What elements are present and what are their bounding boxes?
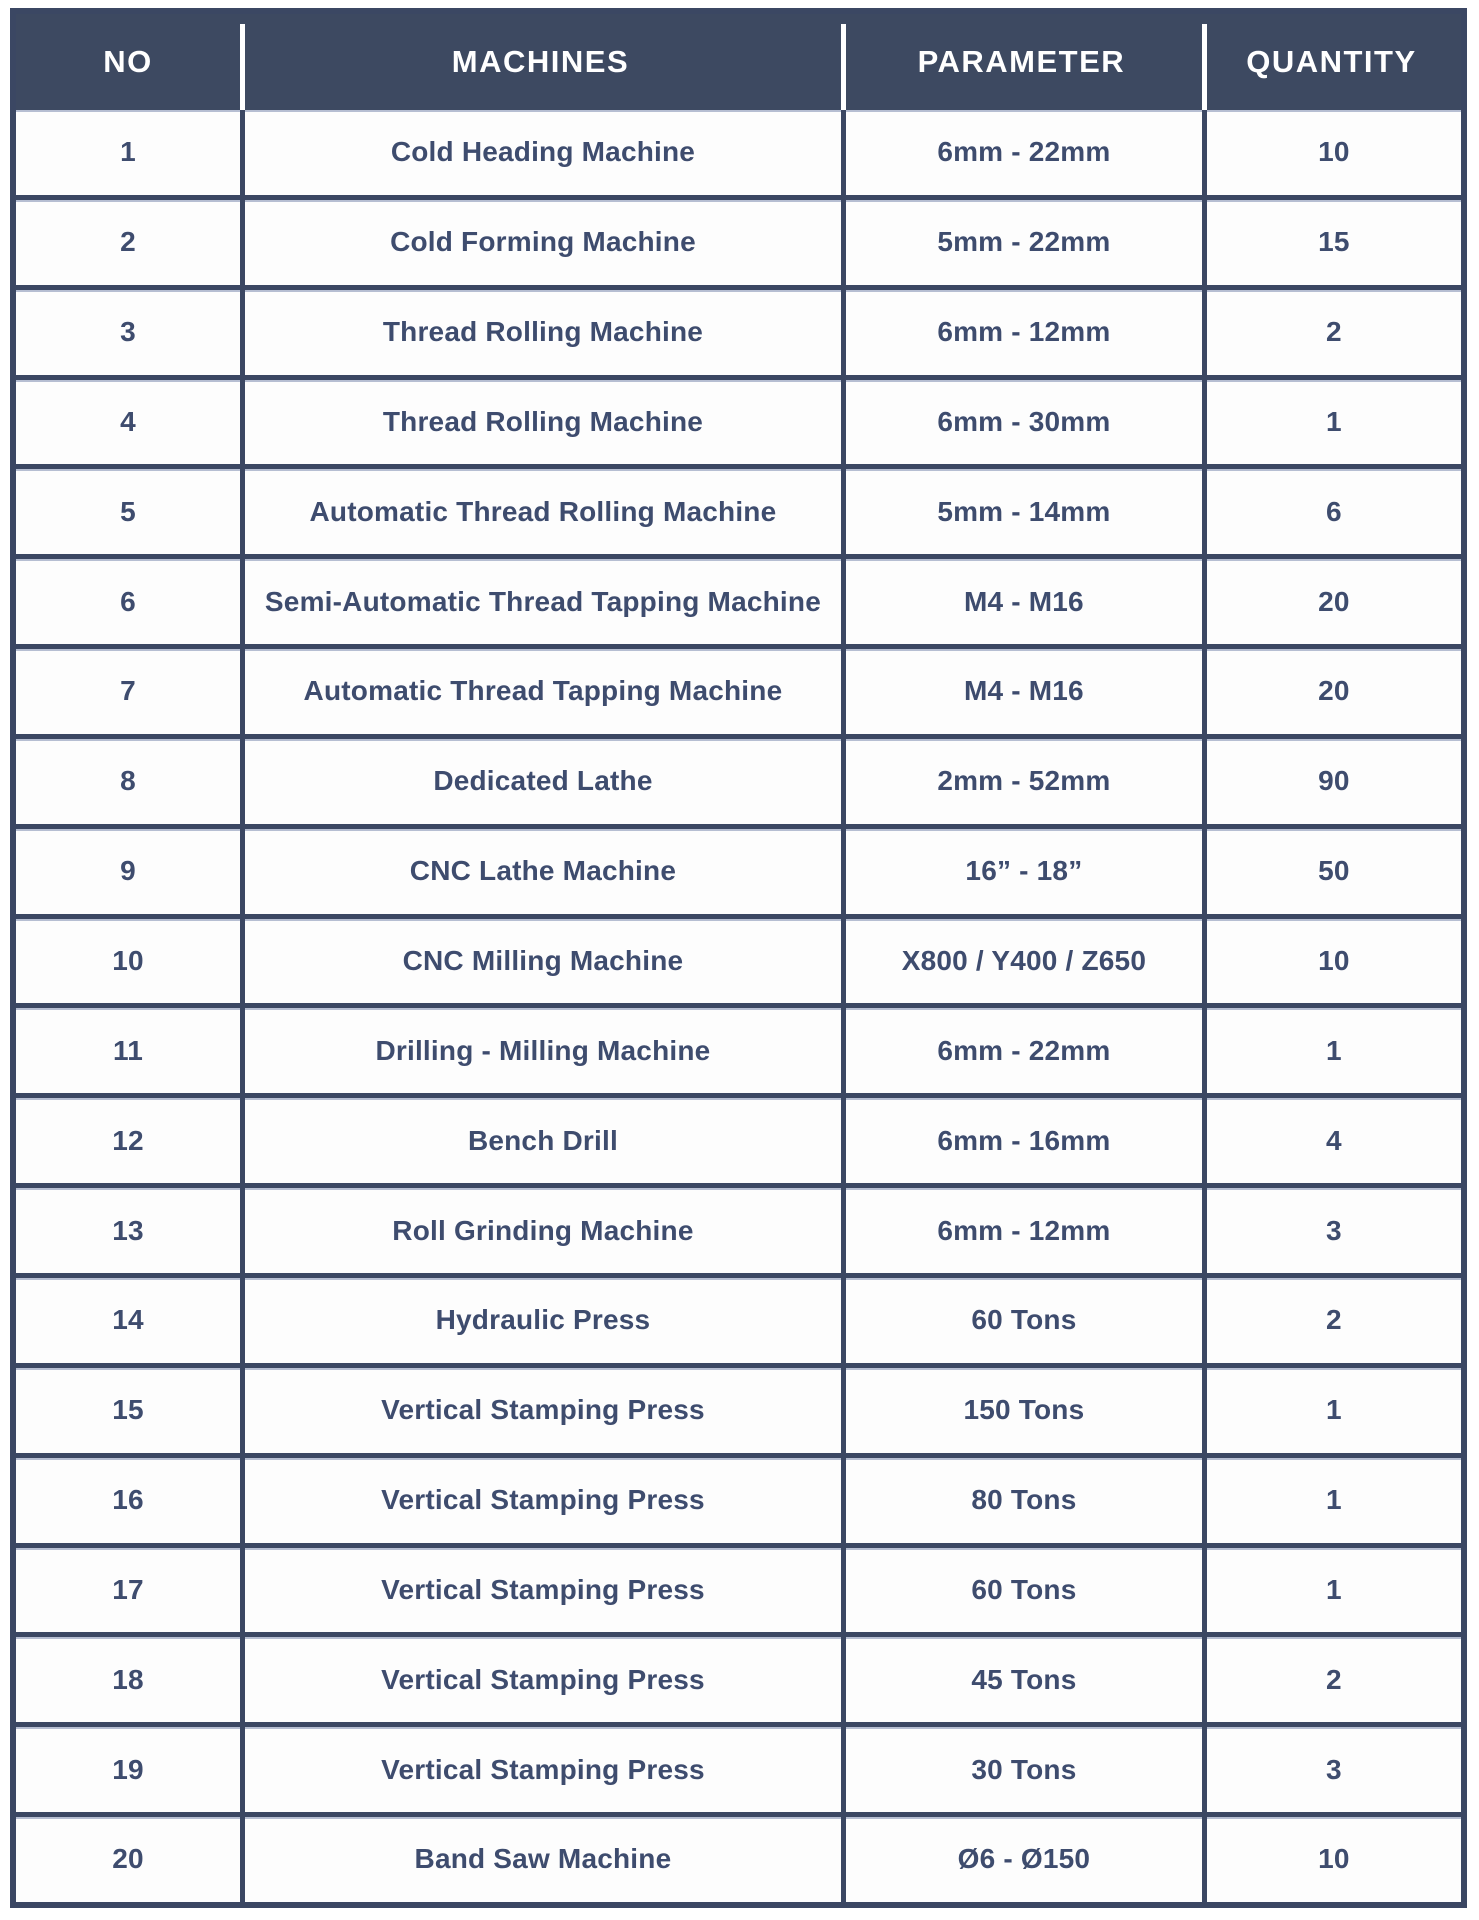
cell-parameter: 6mm - 30mm: [841, 380, 1202, 465]
cell-parameter: 150 Tons: [841, 1368, 1202, 1453]
cell-parameter: 6mm - 16mm: [841, 1098, 1202, 1183]
cell-machine: Vertical Stamping Press: [240, 1368, 841, 1453]
cell-parameter: 5mm - 14mm: [841, 469, 1202, 554]
column-header-machines: MACHINES: [240, 14, 841, 110]
cell-machine: Vertical Stamping Press: [240, 1548, 841, 1633]
table-row: [16, 1003, 1461, 1093]
table-row: [16, 1453, 1461, 1543]
cell-machine: CNC Milling Machine: [240, 919, 841, 1004]
cell-machine: Band Saw Machine: [240, 1817, 841, 1902]
cell-no: 8: [120, 765, 136, 797]
cell-quantity: 4: [1202, 1098, 1461, 1183]
cell-parameter: Ø6 - Ø150: [841, 1817, 1202, 1902]
cell-quantity: 1: [1202, 1008, 1461, 1093]
cell-no: 19: [112, 1753, 144, 1785]
table-row: [16, 644, 1461, 734]
table-row: [16, 1812, 1461, 1902]
table-row: [16, 110, 1461, 195]
cell-parameter: 16” - 18”: [841, 829, 1202, 914]
cell-quantity: 10: [1202, 919, 1461, 1004]
machines-table: [10, 8, 1467, 1908]
cell-machine: CNC Lathe Machine: [240, 829, 841, 914]
cell-no: 13: [112, 1214, 144, 1246]
cell-machine: Bench Drill: [240, 1098, 841, 1183]
table-header-row: [16, 14, 1461, 110]
cell-no: 15: [112, 1394, 144, 1426]
cell-machine: Vertical Stamping Press: [240, 1458, 841, 1543]
cell-parameter: 6mm - 22mm: [841, 110, 1202, 195]
cell-quantity: 3: [1202, 1727, 1461, 1812]
cell-no: 12: [112, 1124, 144, 1156]
cell-parameter: M4 - M16: [841, 559, 1202, 644]
table-row: [16, 734, 1461, 824]
cell-quantity: 90: [1202, 739, 1461, 824]
cell-parameter: 80 Tons: [841, 1458, 1202, 1543]
cell-no: 20: [112, 1843, 144, 1875]
cell-parameter: 60 Tons: [841, 1548, 1202, 1633]
cell-quantity: 2: [1202, 1637, 1461, 1722]
table-row: [16, 1183, 1461, 1273]
table-row: [16, 375, 1461, 465]
cell-quantity: 2: [1202, 1278, 1461, 1363]
table-row: [16, 1543, 1461, 1633]
cell-no: 1: [120, 136, 136, 168]
cell-no: 3: [120, 316, 136, 348]
table-row: [16, 1722, 1461, 1812]
cell-parameter: 60 Tons: [841, 1278, 1202, 1363]
cell-machine: Automatic Thread Rolling Machine: [240, 469, 841, 554]
table-row: [16, 1632, 1461, 1722]
cell-parameter: 30 Tons: [841, 1727, 1202, 1812]
cell-machine: Cold Heading Machine: [240, 110, 841, 195]
cell-machine: Roll Grinding Machine: [240, 1188, 841, 1273]
cell-machine: Hydraulic Press: [240, 1278, 841, 1363]
column-header-parameter: PARAMETER: [841, 14, 1202, 110]
cell-no: 7: [120, 675, 136, 707]
cell-parameter: 6mm - 12mm: [841, 290, 1202, 375]
table-row: [16, 1093, 1461, 1183]
cell-quantity: 2: [1202, 290, 1461, 375]
cell-no: 16: [112, 1484, 144, 1516]
cell-machine: Vertical Stamping Press: [240, 1637, 841, 1722]
cell-parameter: X800 / Y400 / Z650: [841, 919, 1202, 1004]
table-row: [16, 285, 1461, 375]
cell-parameter: 6mm - 22mm: [841, 1008, 1202, 1093]
cell-quantity: 20: [1202, 559, 1461, 644]
table-row: [16, 824, 1461, 914]
cell-parameter: 5mm - 22mm: [841, 200, 1202, 285]
table-row: [16, 464, 1461, 554]
cell-machine: Semi-Automatic Thread Tapping Machine: [240, 559, 841, 644]
table-row: [16, 554, 1461, 644]
cell-quantity: 1: [1202, 1458, 1461, 1543]
cell-quantity: 15: [1202, 200, 1461, 285]
cell-quantity: 1: [1202, 1548, 1461, 1633]
cell-no: 11: [112, 1034, 143, 1066]
cell-no: 9: [120, 855, 136, 887]
cell-no: 4: [120, 405, 136, 437]
cell-no: 14: [112, 1304, 144, 1336]
cell-parameter: 2mm - 52mm: [841, 739, 1202, 824]
table-row: [16, 1363, 1461, 1453]
table-row: [16, 914, 1461, 1004]
cell-machine: Vertical Stamping Press: [240, 1727, 841, 1812]
cell-machine: Thread Rolling Machine: [240, 290, 841, 375]
cell-machine: Dedicated Lathe: [240, 739, 841, 824]
column-header-quantity: QUANTITY: [1202, 14, 1461, 110]
cell-quantity: 10: [1202, 1817, 1461, 1902]
column-header-no: NO: [103, 44, 153, 79]
cell-parameter: 45 Tons: [841, 1637, 1202, 1722]
cell-machine: Thread Rolling Machine: [240, 380, 841, 465]
cell-quantity: 50: [1202, 829, 1461, 914]
cell-no: 6: [120, 585, 136, 617]
cell-no: 10: [112, 945, 144, 977]
cell-no: 18: [112, 1663, 144, 1695]
cell-no: 2: [120, 226, 136, 258]
cell-quantity: 1: [1202, 380, 1461, 465]
table-row: [16, 1273, 1461, 1363]
cell-quantity: 1: [1202, 1368, 1461, 1453]
cell-quantity: 10: [1202, 110, 1461, 195]
cell-no: 5: [120, 495, 136, 527]
cell-machine: Drilling - Milling Machine: [240, 1008, 841, 1093]
cell-quantity: 6: [1202, 469, 1461, 554]
cell-machine: Cold Forming Machine: [240, 200, 841, 285]
table-row: [16, 195, 1461, 285]
cell-machine: Automatic Thread Tapping Machine: [240, 649, 841, 734]
cell-parameter: M4 - M16: [841, 649, 1202, 734]
cell-quantity: 3: [1202, 1188, 1461, 1273]
cell-parameter: 6mm - 12mm: [841, 1188, 1202, 1273]
table-body: [16, 110, 1461, 1902]
cell-quantity: 20: [1202, 649, 1461, 734]
cell-no: 17: [112, 1573, 144, 1605]
